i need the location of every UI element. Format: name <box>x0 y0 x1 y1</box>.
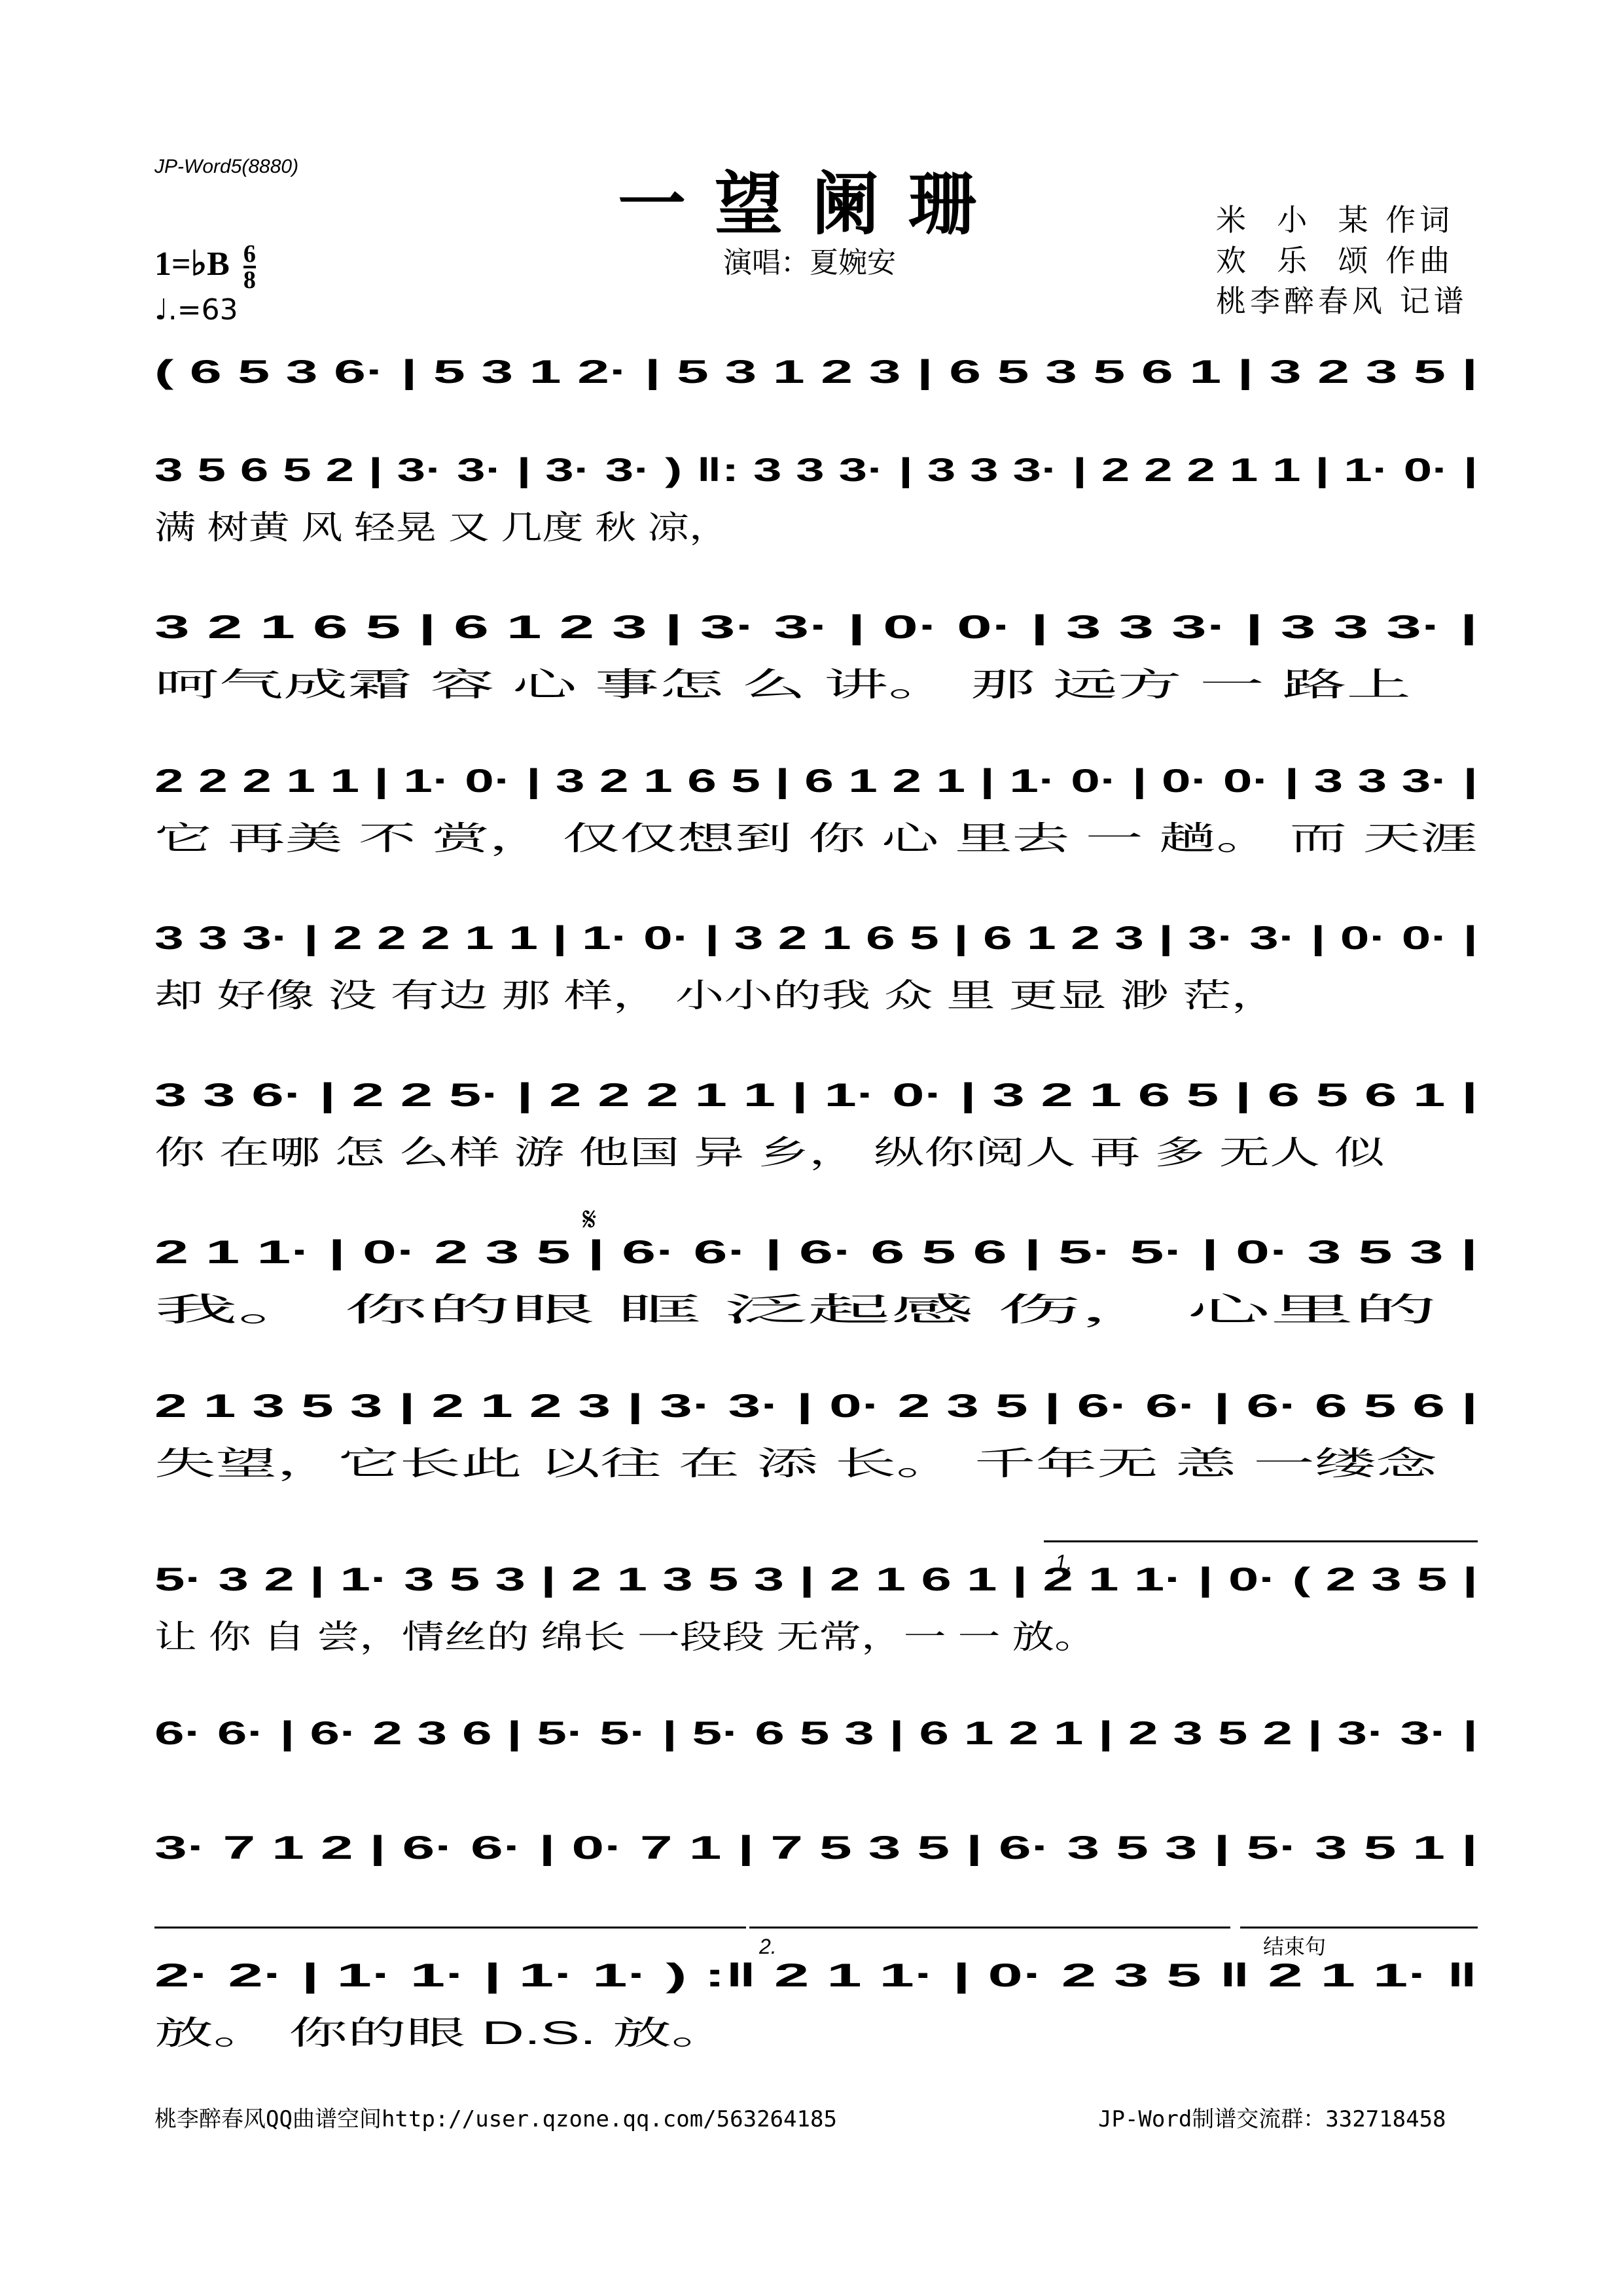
notation-line: 2 1 3 5 3 | 2 1 2 3 | 3· 3· | 0· 2 3 5 | 6· 6· | 6· 6 5 6 | <box>154 1388 893 1424</box>
tempo-marking: ♩.=63 <box>154 293 238 327</box>
song-title: 一望阑珊 <box>617 164 1005 244</box>
lyrics-line: 失望，它长此 以往 在 添 长。 千年无 恙 一缕念 <box>154 1445 1438 1482</box>
notation-line: 2· 2· | 1· 1· | 1· 1· ) :‖ 2 1 1· | 0· 2 3 5 ‖ 2 1 1· ‖ <box>154 1957 842 1994</box>
software-label: JP-Word5(8880) <box>154 156 299 177</box>
lyricist-credit: 米 小 某 作词 <box>1216 202 1454 238</box>
lyrics-line: 却 好像 没 有边 那 样， 小小的我 众 里 更显 渺 茫， <box>154 977 1280 1014</box>
ending-label: 结束句 <box>1263 1935 1327 1958</box>
lyrics-line: 放。 你的眼 D.S. 放。 <box>154 2015 730 2051</box>
lyrics-line: 满 树黄 风 轻晃 又 几度 秋 凉， <box>154 509 730 546</box>
singer-credit: 演唱：夏婉安 <box>723 246 896 279</box>
notation-line: 2 1 1· | 0· 2 3 5 | 6· 6· | 6· 6 5 6 | 5· 5· | 0· 3 5 3 | <box>154 1234 861 1270</box>
notation-line: 5· 3 2 | 1· 3 5 3 | 2 1 3 5 3 | 2 1 6 1 | 2 1 1· | 0· ( 2 3 5 | <box>154 1561 946 1598</box>
key-text: 1=♭B <box>154 245 230 283</box>
lyrics-line: 我。 你的眼 眶 泛起感 伤， 心里的 <box>154 1291 1437 1328</box>
footer-left: 桃李醉春风QQ曲谱空间http://user.qzone.qq.com/563264185 <box>154 2106 837 2132</box>
notation-line: 3 2 1 6 5 | 6 1 2 3 | 3· 3· | 0· 0· | 3 3 3· | 3 3 3· | <box>154 609 839 645</box>
footer-right: JP-Word制谱交流群：332718458 <box>1098 2106 1446 2132</box>
notation-line: 2 2 2 1 1 | 1· 0· | 3 2 1 6 5 | 6 1 2 1 | 1· 0· | 0· 0· | 3 3 3· | <box>154 762 977 799</box>
lyrics-line: 你 在哪 怎 么样 游 他国 异 乡， 纵你阅人 再 多 无人 似 <box>154 1134 1386 1171</box>
volta-1-label: 1. <box>1055 1551 1073 1574</box>
notation-line: 3 5 6 5 2 | 3· 3· | 3· 3· ) ‖: 3 3 3· | 3 3 3· | 2 2 2 1 1 | 1· 0· | <box>154 452 999 488</box>
notation-line: 3· 7 1 2 | 6· 6· | 0· 7 1 | 7 5 3 5 | 6· 3 5 3 | 5· 3 5 1 | <box>154 1829 893 1866</box>
transcriber-credit: 桃李醉春风 记谱 <box>1216 283 1468 319</box>
notation-line: 6· 6· | 6· 2 3 6 | 5· 5· | 5· 6 5 3 | 6 1 2 1 | 2 3 5 2 | 3· 3· | <box>154 1715 961 1751</box>
lyrics-line: 呵气成霜 容 心 事怎 么 讲。 那 远方 一 路上 <box>154 666 1411 703</box>
time-bottom: 8 <box>243 266 256 294</box>
notation-line: ( 6 5 3 6· | 5 3 1 2· | 5 3 1 2 3 | 6 5 3 5 6 1 | 3 2 3 5 | <box>154 353 906 390</box>
lyrics-line: 它 再美 不 赏， 仅仅想到 你 心 里去 一 趟。 而 天涯 <box>154 820 1478 857</box>
volta-2-label: 2. <box>759 1935 777 1958</box>
composer-credit: 欢 乐 颂 作曲 <box>1216 243 1454 278</box>
segno-mark: 𝄋 <box>582 1201 597 1238</box>
time-top: 6 <box>243 240 256 268</box>
notation-line: 3 3 3· | 2 2 2 1 1 | 1· 0· | 3 2 1 6 5 | 6 1 2 3 | 3· 3· | 0· 0· | <box>154 920 977 956</box>
lyrics-line: 让 你 自 尝，情丝的 绵长 一段段 无常，一 一 放。 <box>154 1619 1097 1655</box>
notation-line: 3 3 6· | 2 2 5· | 2 2 2 1 1 | 1· 0· | 3 2 1 6 5 | 6 5 6 1 | <box>154 1077 899 1113</box>
